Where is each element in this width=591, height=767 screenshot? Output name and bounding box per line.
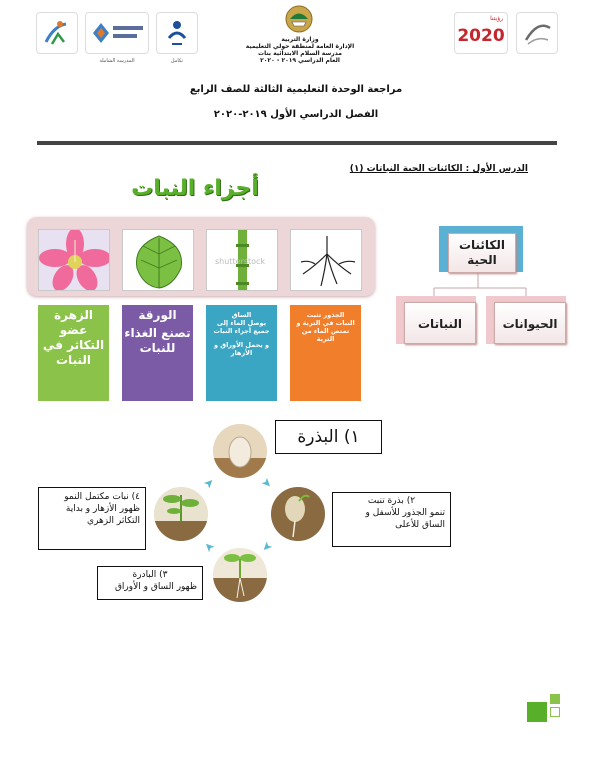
seed-stage-2-image xyxy=(271,487,325,541)
seedling-icon xyxy=(213,548,267,602)
ministry-swoosh-logo xyxy=(516,12,558,54)
sprouting-seed-icon xyxy=(271,487,325,541)
stage-2-line-3: الساق للأعلى xyxy=(395,520,445,530)
vision-year: 2020 xyxy=(457,26,505,46)
stage-2-box xyxy=(332,492,451,547)
stem-card-body: يوصل الماء إلى جميع أجزاء النبات xyxy=(213,319,270,335)
ministry-line-4: العام الدراسي ٢٠١٩ - ٢٠٢٠ xyxy=(260,57,340,64)
runner-icon xyxy=(40,16,74,50)
cycle-arrow-3: ➤ xyxy=(200,538,218,556)
emblem-icon xyxy=(284,4,314,34)
seed-stage-3-image xyxy=(213,548,267,602)
comprehensive-school-logo xyxy=(85,12,149,64)
stage-4-line-2: ظهور الأزهار و بداية xyxy=(65,504,140,514)
flower-card-title: الزهرة xyxy=(54,308,93,322)
leaf-card xyxy=(122,305,193,401)
school-logo-caption: المدرسة الشاملة xyxy=(99,58,135,64)
stage-3-box xyxy=(97,566,203,600)
leaf-card-body: تصنع الغذاء للنبات xyxy=(124,326,191,355)
school-logo-a xyxy=(36,12,78,54)
ministry-line-1: وزارة التربية xyxy=(281,36,319,43)
living-things-node xyxy=(448,233,516,273)
stage-4-box xyxy=(38,487,146,550)
flower-card xyxy=(38,305,109,401)
flower-icon xyxy=(39,230,110,291)
kuwait-emblem xyxy=(284,4,314,34)
stage-2-line-1: ٢) بذرة تنبت xyxy=(367,496,416,506)
stem-card-body-2: و يحمل الأوراق و الأزهار xyxy=(213,341,270,357)
stem-card xyxy=(206,305,277,401)
roots-icon xyxy=(291,230,362,291)
plant-parts-heading: أجزاء النبات xyxy=(131,176,259,201)
stock-watermark: shutterstock xyxy=(215,257,266,266)
leaf-image xyxy=(122,229,194,291)
swoosh-icon xyxy=(520,16,554,50)
animals-label: الحيوانات xyxy=(502,317,558,331)
school-emblem-icon xyxy=(87,16,147,50)
roots-card-title: الجذور تثبت xyxy=(306,311,345,319)
takamol-icon xyxy=(160,16,194,50)
ministry-line-3: مدرسة السلام الابتدائية بنات xyxy=(258,50,342,57)
flower-card-body: عضو التكاثر في النبات xyxy=(42,323,105,367)
vision-2020-logo xyxy=(454,12,508,54)
leaf-card-title: الورقة xyxy=(138,308,177,322)
seed-title-box xyxy=(275,420,382,454)
stem-image xyxy=(206,229,278,291)
takamol-logo xyxy=(156,12,198,64)
corner-square-outline xyxy=(550,707,560,717)
young-plant-icon xyxy=(154,487,208,541)
living-things-label: الكائنات الحية xyxy=(458,238,506,267)
corner-square-small xyxy=(550,694,560,704)
seed-title: ١) البذرة xyxy=(297,427,360,447)
flower-image xyxy=(38,229,110,291)
stage-4-line-1: ٤) نبات مكتمل النمو xyxy=(64,492,140,502)
takamol-logo-caption: تكامل xyxy=(170,58,184,64)
corner-square-large xyxy=(527,702,547,722)
roots-card xyxy=(290,305,361,401)
cycle-arrow-1: ➤ xyxy=(258,474,276,492)
leaf-icon xyxy=(123,230,194,291)
seed-stage-1-image xyxy=(213,424,267,478)
plants-node xyxy=(404,302,476,344)
main-title: مراجعة الوحدة التعليمية الثالثة للصف الرابع xyxy=(189,84,403,95)
ministry-header xyxy=(230,36,370,64)
cycle-arrow-2: ➤ xyxy=(258,538,276,556)
roots-image xyxy=(290,229,362,291)
stage-3-line-1: ٣) البادرة xyxy=(132,570,168,580)
vision-label: رؤيتنا xyxy=(490,15,503,22)
cycle-arrow-4: ➤ xyxy=(200,474,218,492)
ministry-line-2: الإدارة العامة لمنطقة حولي التعليمية xyxy=(245,43,355,50)
stem-card-title: الساق xyxy=(231,311,252,319)
animals-node xyxy=(494,302,566,344)
seed-stage-4-image xyxy=(154,487,208,541)
stage-3-line-2: ظهور الساق و الأوراق xyxy=(114,582,197,592)
stage-4-line-3: التكاثر الزهري xyxy=(87,516,140,526)
lesson-title: الدرس الأول : الكائنات الحية النباتات (١) xyxy=(349,164,528,174)
section-divider xyxy=(37,141,557,145)
seed-icon xyxy=(213,424,267,478)
stage-2-line-2: تنمو الجذور للأسفل و xyxy=(365,508,445,518)
plants-label: النباتات xyxy=(418,317,462,331)
term-title: الفصل الدراسي الأول ٢٠١٩-٢٠٢٠ xyxy=(213,109,379,120)
roots-card-body: النبات في التربة و تمتص الماء من التربة xyxy=(296,319,355,343)
